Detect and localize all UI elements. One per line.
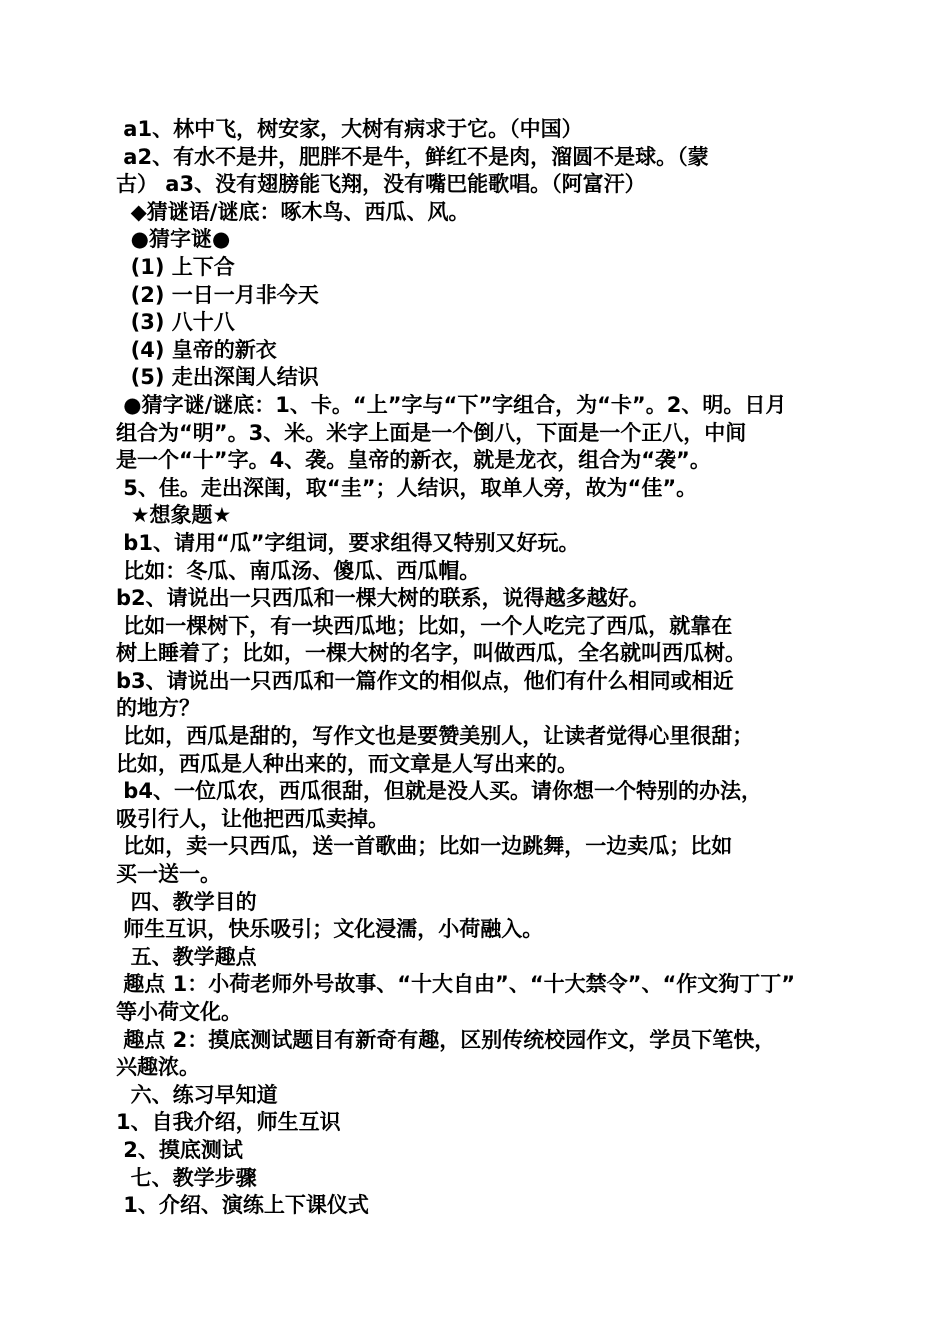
example-b3: 比如，西瓜是甜的，写作文也是要赞美别人，让读者觉得心里很甜； [116,724,754,749]
character-riddle-3: (3) 八十八 [116,310,235,335]
interest-point-2: 趣点 2：摸底测试题目有新奇有趣，区别传统校园作文，学员下笔快， [116,1027,776,1052]
section-heading-7: 七、教学步骤 [116,1165,257,1190]
paragraph-line: 的地方？ [116,696,200,721]
practice-item-2: 2、摸底测试 [116,1137,243,1162]
paragraph-line: 是一个“十”字。4、袭。皇帝的新衣，就是龙衣，组合为“袭”。 [116,448,711,473]
character-riddle-5: (5) 走出深闺人结识 [116,365,319,390]
character-riddle-1: (1) 上下合 [116,254,235,279]
question-b4: b4、一位瓜农，西瓜很甜，但就是没人买。请你想一个特别的办法， [116,779,762,804]
example-b4: 比如，卖一只西瓜，送一首歌曲；比如一边跳舞，一边卖瓜；比如 [116,834,733,859]
riddle-a1: a1、林中飞，树安家，大树有病求于它。（中国） [116,117,583,141]
question-b3: b3、请说出一只西瓜和一篇作文的相似点，他们有什么相同或相近 [116,668,734,693]
example-b1: 比如：冬瓜、南瓜汤、傻瓜、西瓜帽。 [116,558,481,583]
step-item-1: 1、介绍、演练上下课仪式 [116,1193,369,1218]
riddle-a2: a2、有水不是井，肥胖不是牛，鲜红不是肉，溜圆不是球。（蒙 [116,144,709,169]
paragraph-line: 等小荷文化。 [116,1000,242,1024]
section-heading-4: 四、教学目的 [116,889,257,914]
section-4-body: 师生互识，快乐吸引；文化浸濡，小荷融入。 [116,917,544,942]
riddle-a2-a3: 古） a3、没有翅膀能飞翔，没有嘴巴能歌唱。（阿富汗） [116,172,646,197]
paragraph-line: 5、佳。走出深闺，取“圭”；人结识，取单人旁，故为“佳”。 [116,475,698,500]
character-riddle-2: (2) 一日一月非今天 [116,282,319,307]
character-riddle-answers: ●猜字谜/谜底：1、卡。“上”字与“下”字组合，为“卡”。2、明。日月 [116,392,787,417]
riddle-answers: ◆猜谜语/谜底：啄木鸟、西瓜、风。 [116,199,470,224]
section-heading-6: 六、练习早知道 [116,1082,278,1107]
paragraph-line: 树上睡着了；比如，一棵大树的名字，叫做西瓜，全名就叫西瓜树。 [116,641,746,666]
interest-point-1: 趣点 1：小荷老师外号故事、“十大自由”、“十大禁令”、“作文狗丁丁” [116,972,796,997]
question-b1: b1、请用“瓜”字组词，要求组得又特别又好玩。 [116,530,580,555]
character-riddle-heading: ●猜字谜● [116,227,231,252]
example-b2: 比如一棵树下，有一块西瓜地；比如，一个人吃完了西瓜，就靠在 [116,613,733,638]
paragraph-line: 兴趣浓。 [116,1055,200,1080]
question-b2: b2、请说出一只西瓜和一棵大树的联系，说得越多越好。 [116,586,650,611]
section-heading-5: 五、教学趣点 [116,944,257,969]
paragraph-line: 组合为“明”。3、米。米字上面是一个倒八，下面是一个正八，中间 [116,420,747,445]
document-body [116,116,856,1220]
imagination-heading: ★想象题★ [116,503,232,528]
paragraph-line: 比如，西瓜是人种出来的，而文章是人写出来的。 [116,751,578,776]
practice-item-1: 1、自我介绍，师生互识 [116,1110,341,1135]
character-riddle-4: (4) 皇帝的新衣 [116,337,277,362]
paragraph-line: 吸引行人，让他把西瓜卖掉。 [116,806,389,831]
paragraph-line: 买一送一。 [116,862,221,887]
